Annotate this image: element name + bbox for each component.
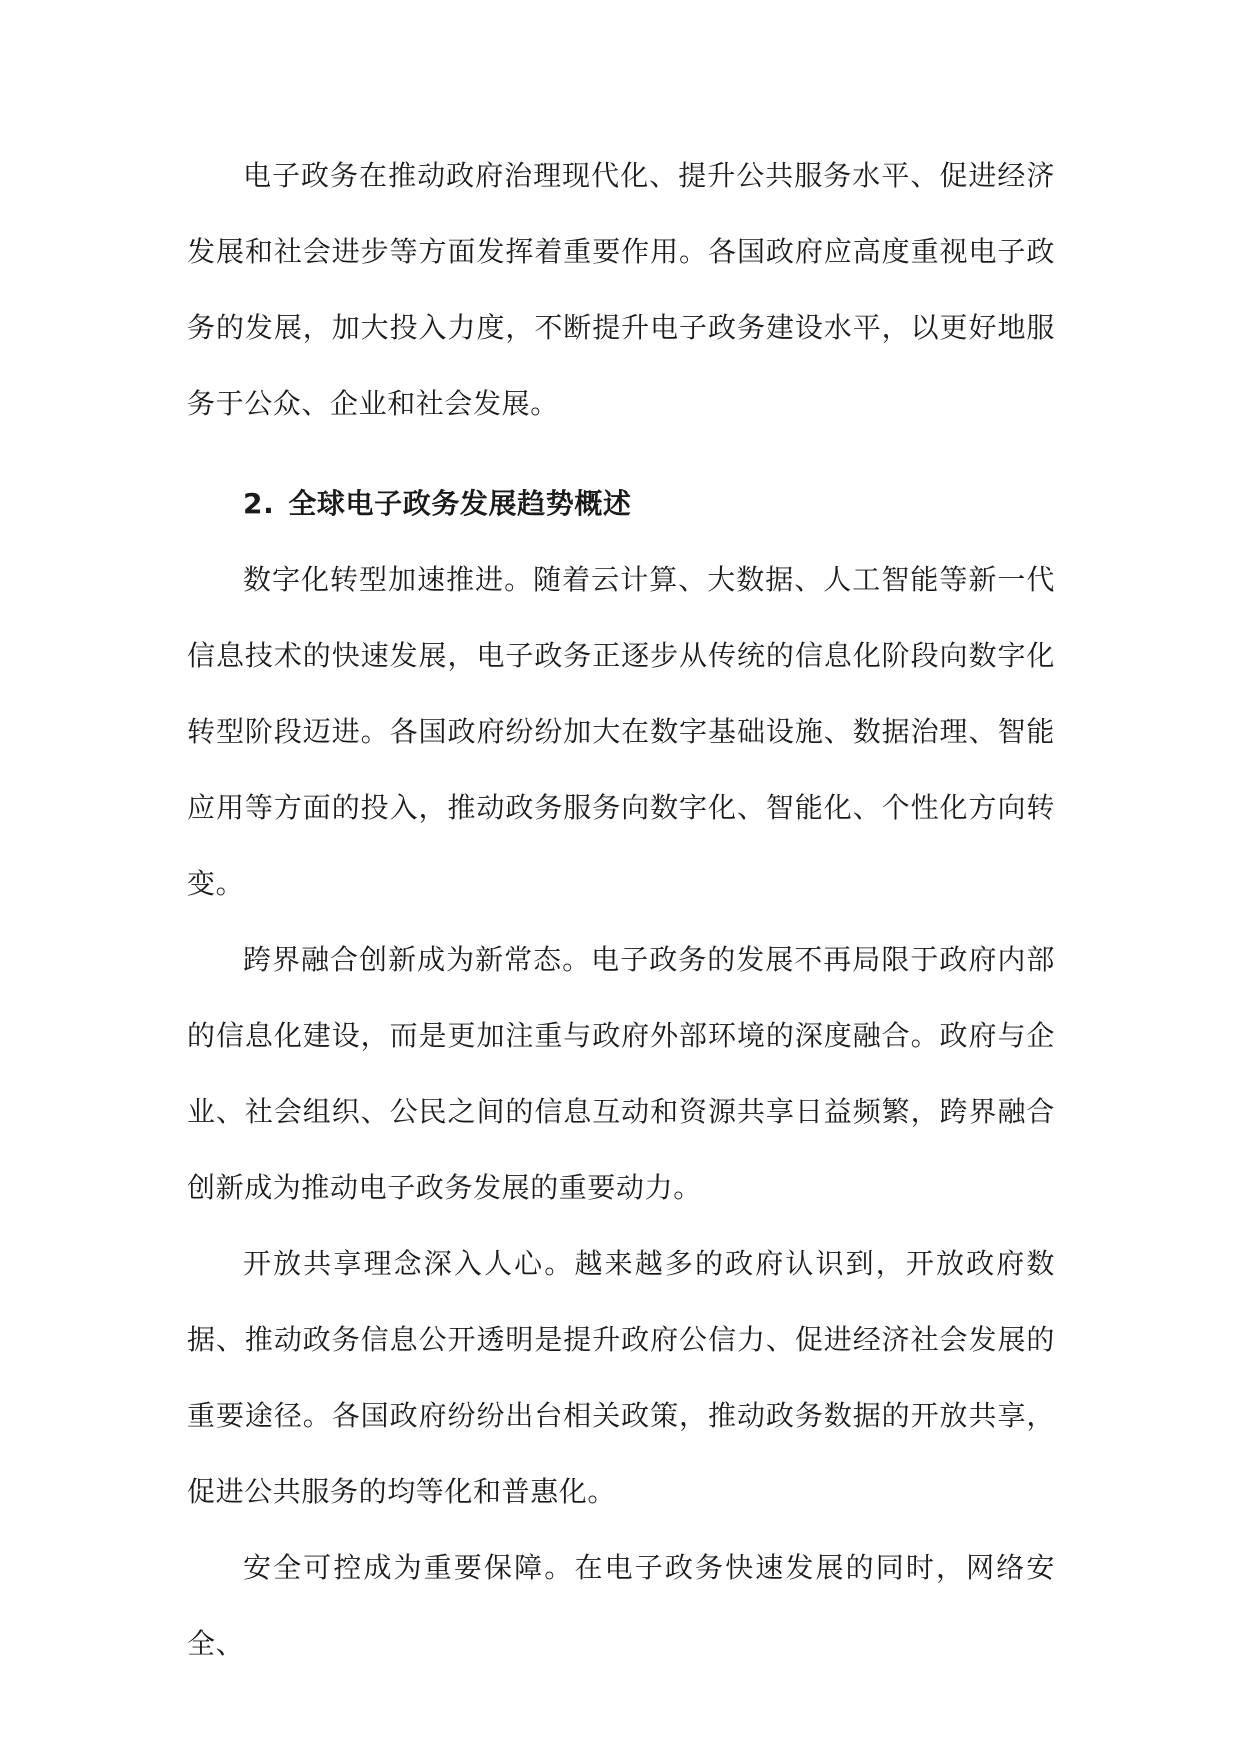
paragraph-digital-transformation: 数字化转型加速推进。随着云计算、大数据、人工智能等新一代信息技术的快速发展，电子政务正逐步从传统的信息化阶段向数字化转型阶段迈进。各国政府纷纷加大在数字基础设施、数据治理、智能应用等方面的投入，推动政务服务向数字化、智能化、个性化方向转变。: [187, 563, 1055, 900]
section-number: 2.: [243, 487, 275, 520]
document-body: [187, 138, 1055, 1682]
section-title: 全球电子政务发展趋势概述: [288, 487, 632, 520]
intro-paragraph: 电子政务在推动政府治理现代化、提升公共服务水平、促进经济发展和社会进步等方面发挥着重要作用。各国政府应高度重视电子政务的发展，加大投入力度，不断提升电子政务建设水平，以更好地服务于公众、企业和社会发展。: [187, 159, 1055, 420]
paragraph-open-sharing: 开放共享理念深入人心。越来越多的政府认识到，开放政府数据、推动政务信息公开透明是提升政府公信力、促进经济社会发展的重要途径。各国政府纷纷出台相关政策，推动政务数据的开放共享，促进公共服务的均等化和普惠化。: [187, 1247, 1055, 1508]
paragraph-cross-border-innovation: 跨界融合创新成为新常态。电子政务的发展不再局限于政府内部的信息化建设，而是更加注重与政府外部环境的深度融合。政府与企业、社会组织、公民之间的信息互动和资源共享日益频繁，跨界融合创新成为推动电子政务发展的重要动力。: [187, 943, 1055, 1204]
section-heading: [187, 466, 1055, 542]
paragraph-security: 安全可控成为重要保障。在电子政务快速发展的同时，网络安全、: [187, 1551, 1055, 1660]
